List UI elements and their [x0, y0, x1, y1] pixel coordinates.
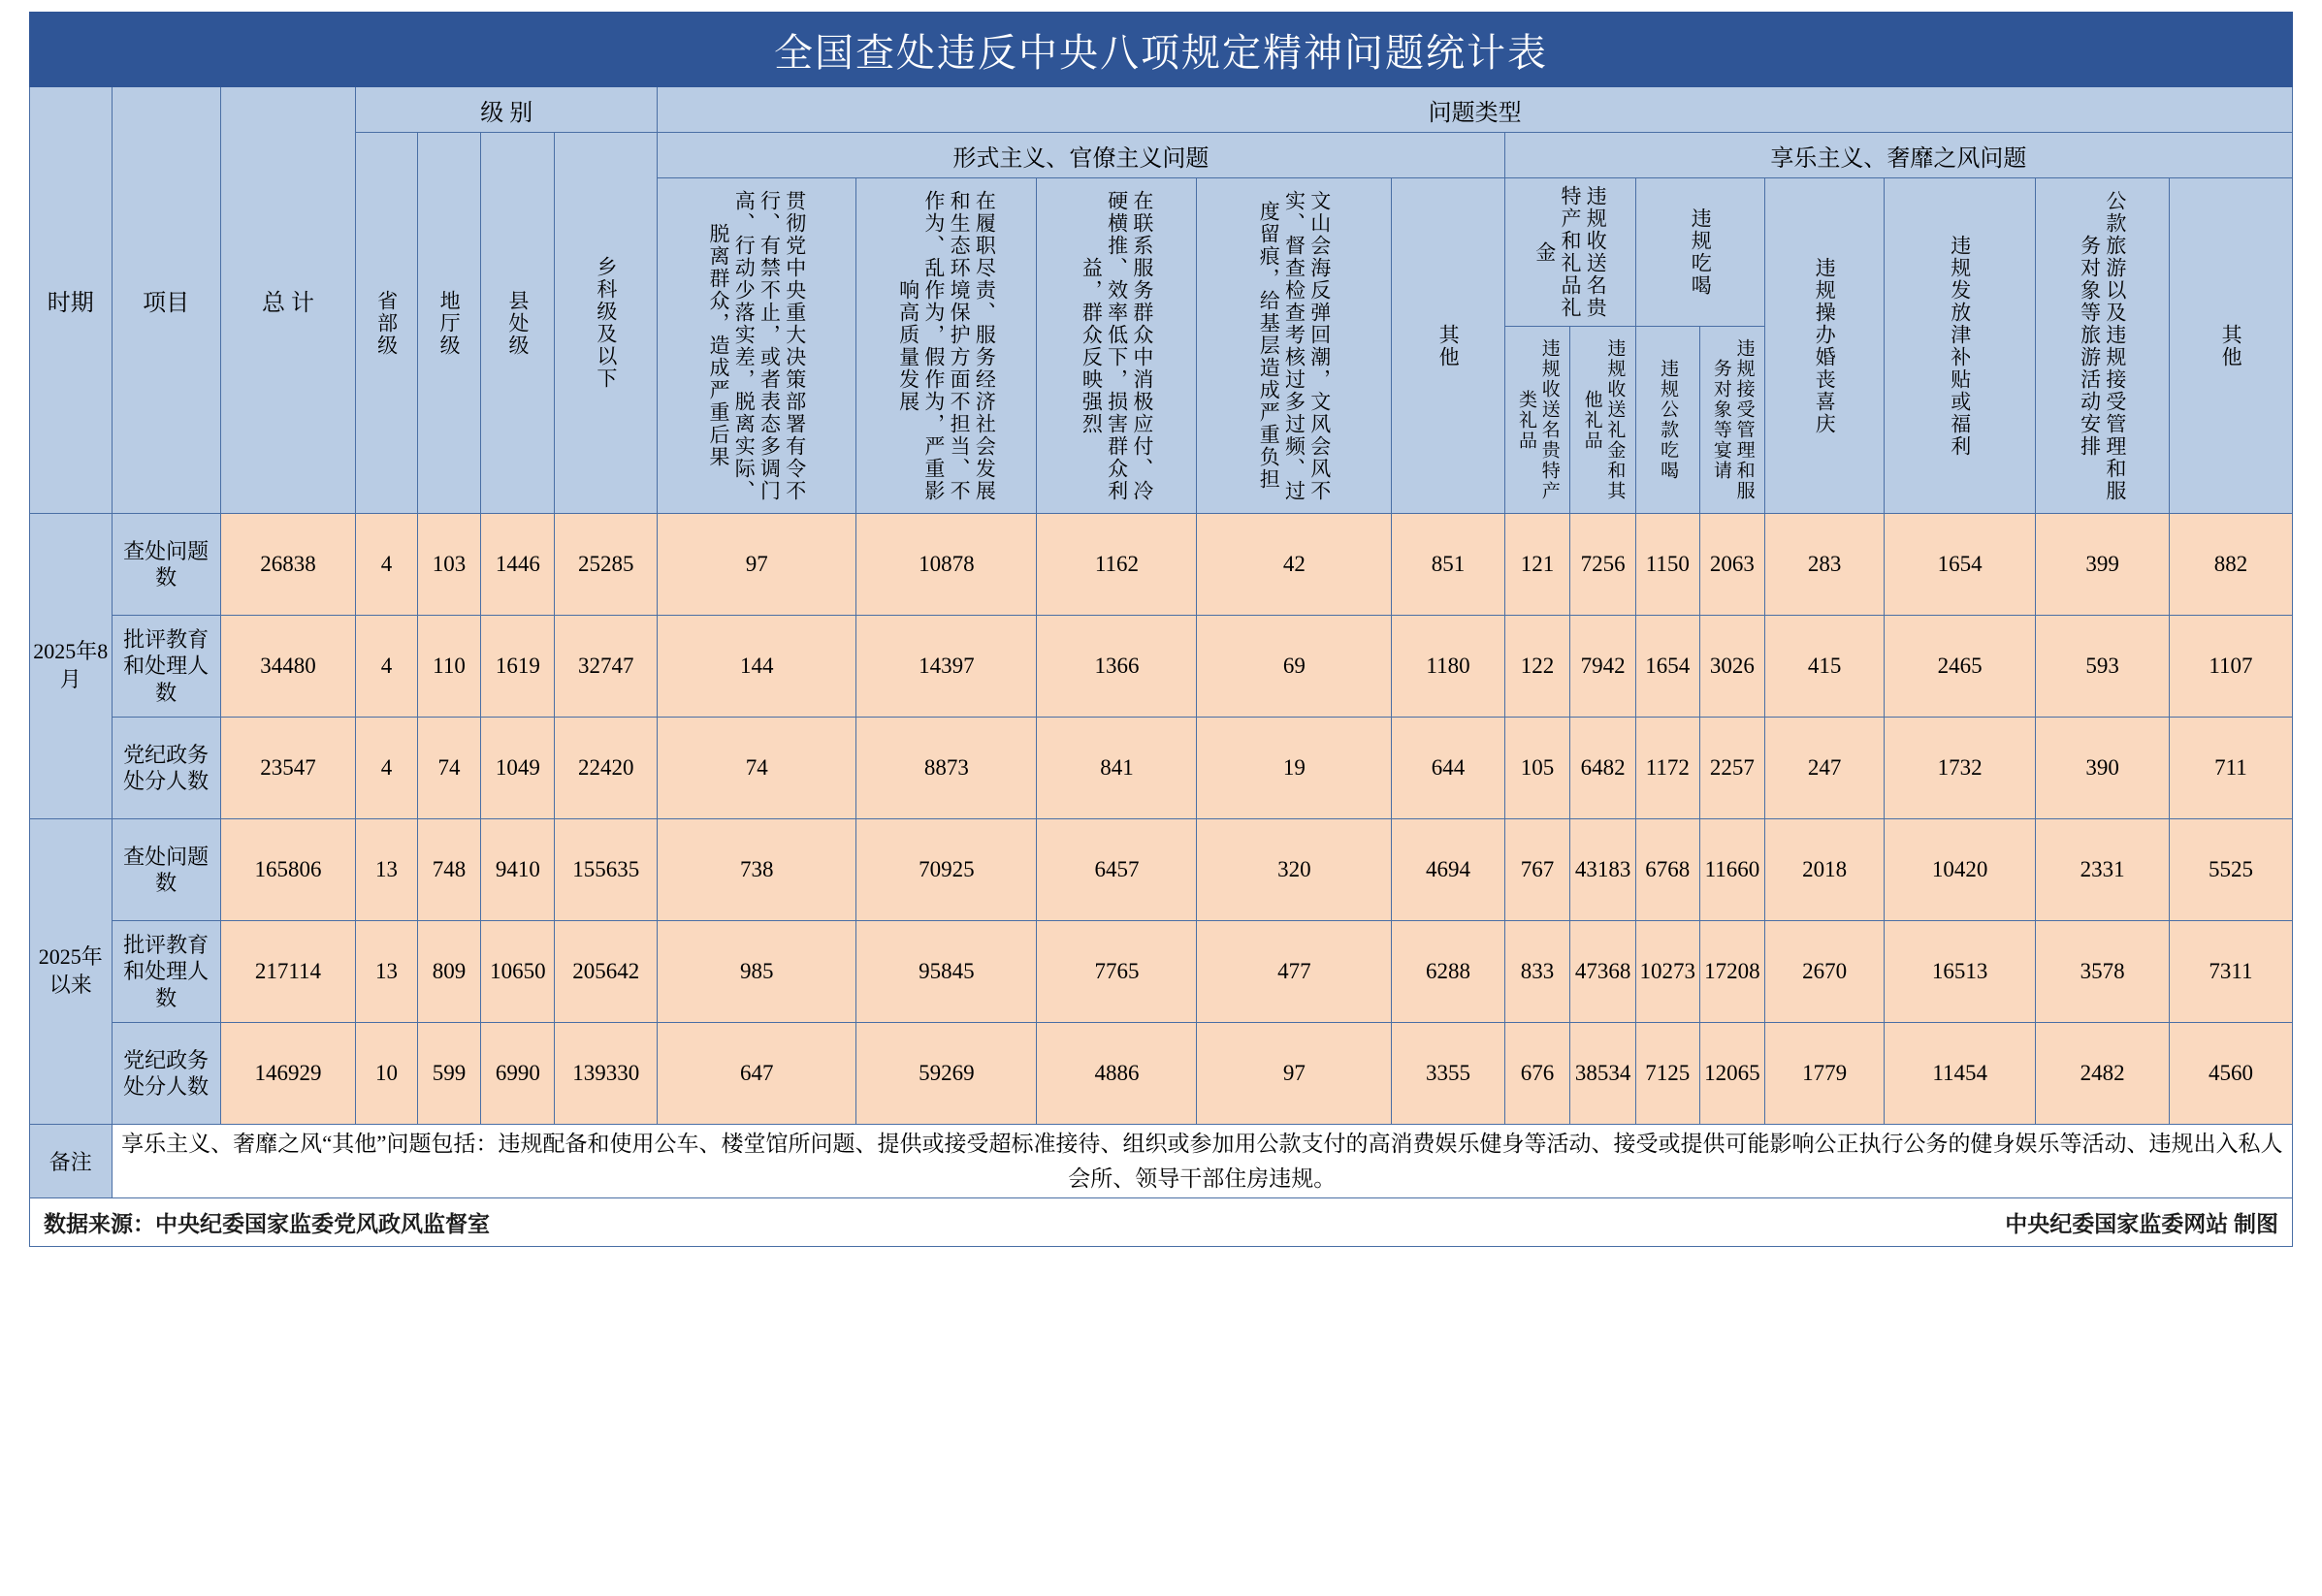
cell-formalism-2: 6457 [1037, 819, 1197, 921]
cell-total: 23547 [220, 718, 356, 819]
cell-hedonism-6: 593 [2036, 616, 2169, 718]
cell-formalism-4: 1180 [1392, 616, 1504, 718]
cell-total: 165806 [220, 819, 356, 921]
cell-level-2: 1049 [481, 718, 555, 819]
cell-hedonism-7: 711 [2169, 718, 2292, 819]
cell-hedonism-2: 1654 [1636, 616, 1700, 718]
cell-formalism-2: 1366 [1037, 616, 1197, 718]
cell-level-0: 4 [356, 718, 417, 819]
cell-hedonism-1: 7256 [1570, 514, 1636, 616]
header-formalism-col-other: 其他 [1392, 178, 1504, 514]
cell-level-1: 110 [417, 616, 481, 718]
cell-hedonism-4: 283 [1765, 514, 1885, 616]
cell-hedonism-2: 7125 [1636, 1023, 1700, 1125]
cell-hedonism-2: 10273 [1636, 921, 1700, 1023]
header-hedonism-group: 享乐主义、奢靡之风问题 [1504, 133, 2292, 178]
cell-level-2: 1619 [481, 616, 555, 718]
cell-hedonism-0: 676 [1504, 1023, 1570, 1125]
row-item-label: 批评教育和处理人数 [112, 921, 220, 1023]
cell-hedonism-4: 247 [1765, 718, 1885, 819]
level-label-0: 省部级 [374, 289, 399, 357]
cell-hedonism-2: 1150 [1636, 514, 1700, 616]
cell-formalism-0: 738 [658, 819, 856, 921]
cell-hedonism-6: 3578 [2036, 921, 2169, 1023]
cell-hedonism-0: 121 [1504, 514, 1570, 616]
cell-formalism-3: 97 [1197, 1023, 1392, 1125]
cell-formalism-0: 74 [658, 718, 856, 819]
header-hedonism-dining-sub-1: 违规接受管理和服务对象等宴请 [1699, 327, 1765, 514]
note-text: 享乐主义、奢靡之风“其他”问题包括：违规配备和使用公车、楼堂馆所问题、提供或接受超标准接待、组织或参加用公款支付的高消费娱乐健身等活动、接受或提供可能影响公正执行公务的健身娱乐等活动、违规出入私人会所、领导干部住房违规。 [112, 1125, 2292, 1198]
cell-level-0: 4 [356, 514, 417, 616]
header-hedonism-other: 其他 [2169, 178, 2292, 514]
header-formalism-col-2: 在联系服务群众中消极应付、冷硬横推、效率低下，损害群众利益，群众反映强烈 [1037, 178, 1197, 514]
cell-formalism-2: 841 [1037, 718, 1197, 819]
statistics-table [29, 12, 2293, 1198]
cell-level-0: 13 [356, 921, 417, 1023]
cell-formalism-3: 320 [1197, 819, 1392, 921]
cell-hedonism-4: 1779 [1765, 1023, 1885, 1125]
cell-hedonism-5: 2465 [1884, 616, 2036, 718]
cell-level-2: 1446 [481, 514, 555, 616]
cell-formalism-4: 644 [1392, 718, 1504, 819]
cell-formalism-2: 4886 [1037, 1023, 1197, 1125]
row-item-label: 党纪政务处分人数 [112, 718, 220, 819]
table-row [30, 718, 2293, 819]
cell-level-1: 809 [417, 921, 481, 1023]
cell-formalism-1: 8873 [856, 718, 1037, 819]
cell-formalism-4: 3355 [1392, 1023, 1504, 1125]
cell-formalism-1: 70925 [856, 819, 1037, 921]
cell-hedonism-0: 105 [1504, 718, 1570, 819]
cell-formalism-4: 6288 [1392, 921, 1504, 1023]
cell-formalism-1: 14397 [856, 616, 1037, 718]
cell-formalism-1: 10878 [856, 514, 1037, 616]
cell-hedonism-5: 1654 [1884, 514, 2036, 616]
cell-hedonism-2: 6768 [1636, 819, 1700, 921]
cell-formalism-0: 144 [658, 616, 856, 718]
header-hedonism-gifts-sub-0: 违规收送名贵特产类礼品 [1504, 327, 1570, 514]
header-item: 项目 [112, 87, 220, 514]
header-level-xiang-ke [555, 133, 658, 514]
cell-hedonism-7: 1107 [2169, 616, 2292, 718]
cell-hedonism-6: 2331 [2036, 819, 2169, 921]
cell-hedonism-7: 882 [2169, 514, 2292, 616]
cell-hedonism-6: 2482 [2036, 1023, 2169, 1125]
cell-level-0: 4 [356, 616, 417, 718]
cell-hedonism-1: 47368 [1570, 921, 1636, 1023]
cell-level-1: 103 [417, 514, 481, 616]
cell-level-2: 10650 [481, 921, 555, 1023]
cell-hedonism-6: 390 [2036, 718, 2169, 819]
header-hedonism-dining-sub-0: 违规公款吃喝 [1636, 327, 1700, 514]
cell-level-3: 22420 [555, 718, 658, 819]
header-level-sheng-bu [356, 133, 417, 514]
cell-hedonism-0: 767 [1504, 819, 1570, 921]
page-title: 全国查处违反中央八项规定精神问题统计表 [30, 13, 2293, 87]
footer-source: 数据来源：中央纪委国家监委党风政风监督室 [44, 1212, 490, 1237]
cell-formalism-3: 19 [1197, 718, 1392, 819]
cell-formalism-2: 1162 [1037, 514, 1197, 616]
period-label-1: 2025年以来 [30, 819, 113, 1125]
period-label-0: 2025年8月 [30, 514, 113, 819]
header-formalism-col-3: 文山会海反弹回潮，文风会风不实、督查检查考核过多过频、过度留痕，给基层造成严重负担 [1197, 178, 1392, 514]
cell-level-0: 13 [356, 819, 417, 921]
cell-hedonism-5: 11454 [1884, 1023, 2036, 1125]
cell-level-3: 155635 [555, 819, 658, 921]
cell-formalism-1: 59269 [856, 1023, 1037, 1125]
cell-hedonism-0: 122 [1504, 616, 1570, 718]
cell-hedonism-5: 1732 [1884, 718, 2036, 819]
cell-hedonism-3: 17208 [1699, 921, 1765, 1023]
header-problem-type-group: 问题类型 [658, 87, 2293, 133]
level-label-2: 县处级 [505, 289, 530, 357]
row-item-label: 党纪政务处分人数 [112, 1023, 220, 1125]
cell-hedonism-5: 10420 [1884, 819, 2036, 921]
row-item-label: 批评教育和处理人数 [112, 616, 220, 718]
header-hedonism-gifts-sub-1: 违规收送礼金和其他礼品 [1570, 327, 1636, 514]
header-level-group: 级 别 [356, 87, 658, 133]
header-formalism-col-0: 贯彻党中央重大决策部署有令不行、有禁不止，或者表态多调门高、行动少落实差，脱离实际、脱离群众，造成严重后果 [658, 178, 856, 514]
cell-hedonism-4: 2018 [1765, 819, 1885, 921]
cell-hedonism-1: 38534 [1570, 1023, 1636, 1125]
cell-level-3: 139330 [555, 1023, 658, 1125]
header-level-xian-chu [481, 133, 555, 514]
cell-level-1: 748 [417, 819, 481, 921]
cell-hedonism-7: 7311 [2169, 921, 2292, 1023]
header-hedonism-travel: 公款旅游以及违规接受管理和服务对象等旅游活动安排 [2036, 178, 2169, 514]
cell-level-2: 6990 [481, 1023, 555, 1125]
header-total: 总 计 [220, 87, 356, 514]
cell-hedonism-1: 43183 [1570, 819, 1636, 921]
level-label-3: 乡科级及以下 [594, 256, 618, 390]
header-formalism-group: 形式主义、官僚主义问题 [658, 133, 1505, 178]
cell-formalism-3: 69 [1197, 616, 1392, 718]
row-item-label: 查处问题数 [112, 819, 220, 921]
cell-formalism-3: 42 [1197, 514, 1392, 616]
header-hedonism-allowances: 违规发放津补贴或福利 [1884, 178, 2036, 514]
cell-formalism-0: 647 [658, 1023, 856, 1125]
cell-hedonism-4: 415 [1765, 616, 1885, 718]
row-item-label: 查处问题数 [112, 514, 220, 616]
cell-hedonism-3: 2063 [1699, 514, 1765, 616]
footer [29, 1198, 2293, 1247]
note-label: 备注 [30, 1125, 113, 1198]
footer-credit: 中央纪委国家监委网站 制图 [2005, 1212, 2278, 1237]
header-hedonism-weddings: 违规操办婚丧喜庆 [1765, 178, 1885, 514]
cell-formalism-4: 4694 [1392, 819, 1504, 921]
cell-level-1: 74 [417, 718, 481, 819]
table-row [30, 1023, 2293, 1125]
cell-formalism-3: 477 [1197, 921, 1392, 1023]
level-label-1: 地厅级 [437, 289, 462, 357]
cell-formalism-2: 7765 [1037, 921, 1197, 1023]
cell-total: 26838 [220, 514, 356, 616]
cell-hedonism-6: 399 [2036, 514, 2169, 616]
cell-hedonism-1: 7942 [1570, 616, 1636, 718]
cell-formalism-1: 95845 [856, 921, 1037, 1023]
cell-formalism-0: 97 [658, 514, 856, 616]
header-hedonism-gifts-group: 违规收送名贵特产和礼品礼金 [1504, 178, 1635, 327]
cell-level-2: 9410 [481, 819, 555, 921]
cell-level-0: 10 [356, 1023, 417, 1125]
cell-hedonism-5: 16513 [1884, 921, 2036, 1023]
cell-level-3: 32747 [555, 616, 658, 718]
cell-total: 217114 [220, 921, 356, 1023]
header-hedonism-dining-group: 违规吃喝 [1636, 178, 1765, 327]
cell-formalism-0: 985 [658, 921, 856, 1023]
cell-hedonism-7: 5525 [2169, 819, 2292, 921]
cell-hedonism-1: 6482 [1570, 718, 1636, 819]
table-row [30, 819, 2293, 921]
cell-hedonism-3: 12065 [1699, 1023, 1765, 1125]
cell-hedonism-0: 833 [1504, 921, 1570, 1023]
cell-level-3: 205642 [555, 921, 658, 1023]
header-formalism-col-1: 在履职尽责、服务经济社会发展和生态环境保护方面不担当、不作为、乱作为，假作为，严重影响高质量发展 [856, 178, 1037, 514]
cell-hedonism-2: 1172 [1636, 718, 1700, 819]
cell-hedonism-3: 11660 [1699, 819, 1765, 921]
cell-level-1: 599 [417, 1023, 481, 1125]
header-level-di-ting [417, 133, 481, 514]
cell-hedonism-4: 2670 [1765, 921, 1885, 1023]
cell-total: 146929 [220, 1023, 356, 1125]
cell-hedonism-7: 4560 [2169, 1023, 2292, 1125]
cell-hedonism-3: 3026 [1699, 616, 1765, 718]
cell-total: 34480 [220, 616, 356, 718]
table-row [30, 921, 2293, 1023]
cell-formalism-4: 851 [1392, 514, 1504, 616]
cell-hedonism-3: 2257 [1699, 718, 1765, 819]
table-row [30, 616, 2293, 718]
note-row [30, 1125, 2293, 1198]
table-row [30, 514, 2293, 616]
cell-level-3: 25285 [555, 514, 658, 616]
header-period: 时期 [30, 87, 113, 514]
